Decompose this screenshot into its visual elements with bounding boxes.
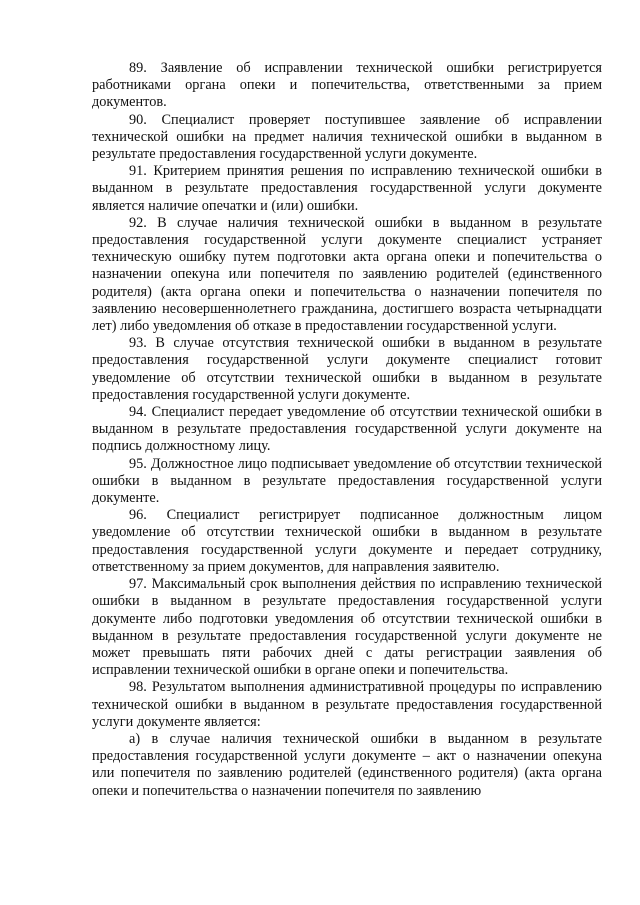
document-page [92, 60, 602, 800]
paragraph-97: 97. Максимальный срок выполнения действия по исправлению технической ошибки в выданном в результате предоставления государственной услуги документе либо подготовки уведомления об отсутствии технической ошибки в выданном в результате предоставления государственной услуги документе не может превышать пяти рабочих дней с даты регистрации заявления об исправлении технической ошибки в органе опеки и попечительства. [92, 576, 602, 679]
paragraph-98: 98. Результатом выполнения административной процедуры по исправлению технической ошибки в выданном в результате предоставления государственной услуги документе является: [92, 679, 602, 730]
paragraph-93: 93. В случае отсутствия технической ошибки в выданном в результате предоставления государственной услуги документе специалист готовит уведомление об отсутствии технической ошибки в выданном в результате предоставления государственной услуги документе. [92, 335, 602, 403]
paragraph-98-a: а) в случае наличия технической ошибки в выданном в результате предоставления государственной услуги документе – акт о назначении опекуна или попечителя по заявлению родителей (единственного родителя) (акта органа опеки и попечительства о назначении попечителя по заявлению [92, 730, 602, 799]
paragraph-94: 94. Специалист передает уведомление об отсутствии технической ошибки в выданном в результате предоставления государственной услуги документе на подпись должностному лицу. [92, 404, 602, 455]
paragraph-89: 89. Заявление об исправлении технической ошибки регистрируется работниками органа опеки и попечительства, ответственными за прием документов. [92, 60, 602, 111]
paragraph-96: 96. Специалист регистрирует подписанное должностным лицом уведомление об отсутствии технической ошибки в выданном в результате предоставления государственной услуги документе и передает сотруднику, ответственному за прием документов, для направления заявителю. [92, 507, 602, 575]
paragraph-92: 92. В случае наличия технической ошибки в выданном в результате предоставления государственной услуги документе специалист устраняет техническую ошибку путем подготовки акта органа опеки и попечительства о назначении опекуна или попечителя по заявлению родителей (единственного родителя) (акта органа опеки и попечительства о назначении попечителя по заявлению несовершеннолетнего гражданина, достигшего возраста четырнадцати лет) либо уведомления об отказе в предоставлении государственной услуги. [92, 214, 602, 335]
paragraph-95: 95. Должностное лицо подписывает уведомление об отсутствии технической ошибки в выданном в результате предоставления государственной услуги документе. [92, 455, 602, 507]
paragraph-90: 90. Специалист проверяет поступившее заявление об исправлении технической ошибки на предмет наличия технической ошибки в выданном в результате предоставления государственной услуги документе. [92, 111, 602, 163]
paragraph-91: 91. Критерием принятия решения по исправлению технической ошибки в выданном в результате предоставления государственной услуги документе является наличие опечатки и (или) ошибки. [92, 163, 602, 214]
